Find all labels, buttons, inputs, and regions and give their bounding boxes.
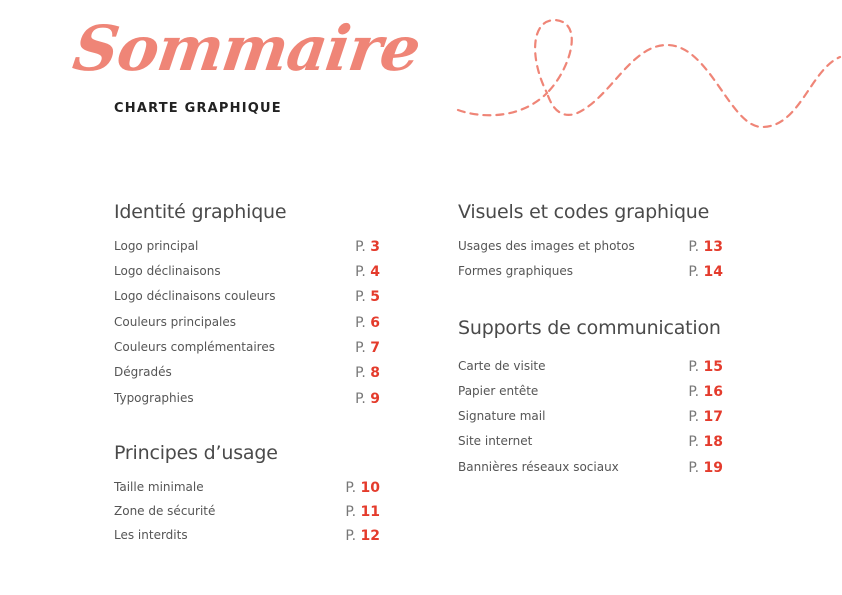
- toc-item-page: P. 4: [355, 264, 380, 280]
- toc-item-label: Logo déclinaisons: [114, 264, 221, 278]
- toc-item-label: Carte de visite: [458, 359, 546, 373]
- toc-item-label: Zone de sécurité: [114, 504, 216, 518]
- toc-item-label: Formes graphiques: [458, 264, 573, 278]
- toc-item-page: P. 14: [688, 264, 723, 280]
- toc-item-page: P. 6: [355, 315, 380, 331]
- section-heading: Identité graphique: [114, 201, 287, 223]
- toc-item-page: P. 16: [688, 384, 723, 400]
- toc-item-page: P. 3: [355, 239, 380, 255]
- page-title: Sommaire: [68, 12, 425, 85]
- toc-item-page: P. 7: [355, 340, 380, 356]
- toc-item-label: Bannières réseaux sociaux: [458, 460, 619, 474]
- toc-item-page: P. 15: [688, 359, 723, 375]
- toc-item-label: Usages des images et photos: [458, 239, 635, 253]
- toc-item-label: Site internet: [458, 434, 533, 448]
- toc-item-label: Taille minimale: [114, 480, 204, 494]
- toc-item-page: P. 5: [355, 289, 380, 305]
- section-principes-usage: [114, 442, 380, 544]
- dashed-squiggle-decoration: [0, 0, 842, 160]
- toc-item-page: P. 10: [345, 480, 380, 496]
- section-heading: Visuels et codes graphique: [458, 201, 710, 223]
- toc-item-label: Couleurs complémentaires: [114, 340, 275, 354]
- toc-item-label: Papier entête: [458, 384, 539, 398]
- toc-item-page: P. 12: [345, 528, 380, 544]
- section-visuels-codes: [458, 201, 723, 280]
- toc-item-label: Signature mail: [458, 409, 546, 423]
- toc-item-page: P. 11: [345, 504, 380, 520]
- toc-item-label: Les interdits: [114, 528, 188, 542]
- section-heading: Supports de communication: [458, 317, 721, 339]
- toc-item-label: Typographies: [114, 391, 194, 405]
- toc-item-page: P. 9: [355, 391, 380, 407]
- toc-item-page: P. 19: [688, 460, 723, 476]
- section-heading: Principes d’usage: [114, 442, 278, 464]
- toc-item-page: P. 8: [355, 365, 380, 381]
- toc-item-page: P. 17: [688, 409, 723, 425]
- toc-item-label: Couleurs principales: [114, 315, 237, 329]
- toc-item-label: Dégradés: [114, 365, 172, 379]
- toc-item-page: P. 13: [688, 239, 723, 255]
- section-supports-communication: [458, 317, 723, 476]
- section-identite-graphique: [114, 201, 380, 407]
- toc-item-label: Logo déclinaisons couleurs: [114, 289, 276, 303]
- toc-item-page: P. 18: [688, 434, 723, 450]
- toc-item-label: Logo principal: [114, 239, 199, 253]
- page-subtitle: CHARTE GRAPHIQUE: [114, 101, 282, 116]
